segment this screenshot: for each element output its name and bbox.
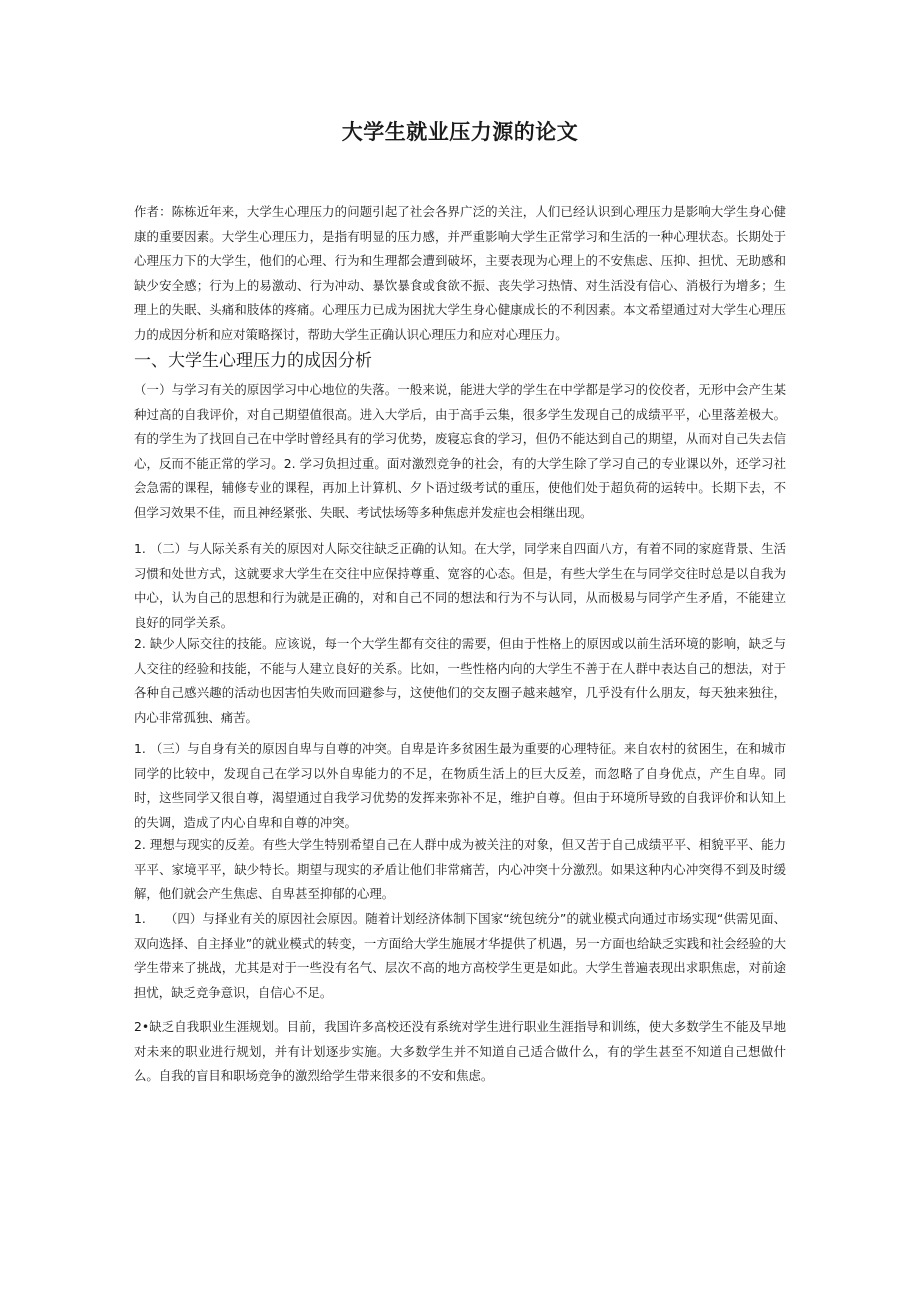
- paragraph-ideal-reality: 2. 理想与现实的反差。有些大学生特别希望自己在人群中成为被关注的对象，但又苦于自己成绩平平、相貌平平、能力平平、家境平平，缺少特长。期望与现实的矛盾让他们非常痛苦，内心冲突十分激烈。如果这种内心冲突得不到及时缓解，他们就会产生焦虑、自卑甚至抑郁的心理。: [134, 837, 786, 902]
- paragraph-career-planning: 2•缺乏自我职业生涯规划。目前，我国许多高校还没有系统对学生进行职业生涯指导和训练，使大多数学生不能及早地对未来的职业进行规划，并有计划逐步实施。大多数学生并不知道自己适合做什么，有的学生甚至不知道自己想做什么。自我的盲目和职场竞争的激烈给学生带来很多的不安和焦虑。: [134, 1019, 786, 1084]
- section-heading: 一、大学生心理压力的成因分析: [134, 351, 372, 371]
- paragraph-self-esteem: 1. （三）与自身有关的原因自卑与自尊的冲突。自卑是许多贫困生最为重要的心理特征。来自农村的贫困生，在和城市同学的比较中，发现自己在学习以外自卑能力的不足，在物质生活上的巨大反差，而忽略了自身优点，产生自卑。同时，这些同学又很自尊，渴望通过自我学习优势的发挥来弥补不足，维护自尊。但由于环境所导致的自我评价和认知上的失调，造成了内心自卑和自尊的冲突。: [134, 741, 786, 830]
- paragraph-relationship-skills: 2. 缺少人际交往的技能。应该说，每一个大学生都有交往的需要，但由于性格上的原因或以前生活环境的影响，缺乏与人交往的经验和技能，不能与人建立良好的关系。比如，一些性格内向的大学生不善于在人群中表达自己的想法，对于各种自己感兴趣的活动也因害怕失败而回避参与，这使他们的交友圈子越来越窄，几乎没有什么朋友，每天独来独往，内心非常孤独、痛苦。: [134, 636, 786, 725]
- intro-paragraph: 作者：陈栋近年来，大学生心理压力的问题引起了社会各界广泛的关注，人们已经认识到心理压力是影响大学生身心健康的重要因素。大学生心理压力，是指有明显的压力感，并严重影响大学生正常学习和生活的一种心理状态。长期处于心理压力下的大学生，他们的心理、行为和生理都会遭到破坏，主要表现为心理上的不安焦虑、压抑、担忧、无助感和缺少安全感；行为上的易激动、行为冲动、暴饮暴食或食欲不振、丧失学习热情、对生活没有信心、消极行为增多；生理上的失眠、头痛和肢体的疼痛。心理压力已成为困扰大学生身心健康成长的不利因素。本文希望通过对大学生心理压力的成因分析和应对策略探讨，帮助大学生正确认识心理压力和应对心理压力。: [134, 204, 786, 342]
- page-title: 大学生就业压力源的论文: [341, 120, 579, 144]
- paragraph-career-social: 1. （四）与择业有关的原因社会原因。随着计划经济体制下国家“统包统分”的就业模式向通过市场实现“供需见面、双向选择、自主择业”的就业模式的转变，一方面给大学生施展才华提供了机遇，另一方面也给缺乏实践和社会经验的大学生带来了挑战，尤其是对于一些没有名气、层次不高的地方高校学生更是如此。大学生普遍表现出求职焦虑，对前途担忧，缺乏竞争意识，自信心不足。: [134, 911, 786, 1000]
- paragraph-study-causes: （一）与学习有关的原因学习中心地位的失落。一般来说，能进大学的学生在中学都是学习的佼佼者，无形中会产生某种过高的自我评价，对自己期望值很高。进入大学后，由于高手云集，很多学生发现自己的成绩平平，心里落差极大。有的学生为了找回自己在中学时曾经具有的学习优势，废寝忘食的学习，但仍不能达到自己的期望，从而对自己失去信心，反而不能正常的学习。2. 学习负担过重。面对激烈竞争的社会，有的大学生除了学习自己的专业课以外，还学习社会急需的课程，辅修专业的课程，再加上计算机、夕卜语过级考试的重压，使他们处于超负荷的运转中。长期下去，不但学习效果不佳，而且神经紧张、失眠、考试怯场等多种焦虑并发症也会相继出现。: [134, 382, 786, 520]
- paragraph-relationship-cognition: 1. （二）与人际关系有关的原因对人际交往缺乏正确的认知。在大学，同学来自四面八方，有着不同的家庭背景、生活习惯和处世方式，这就要求大学生在交往中应保持尊重、宽容的心态。但是，有些大学生在与同学交往时总是以自我为中心，认为自己的思想和行为就是正确的，对和自己不同的想法和行为不与认同，从而极易与同学产生矛盾，不能建立良好的同学关系。: [134, 541, 786, 630]
